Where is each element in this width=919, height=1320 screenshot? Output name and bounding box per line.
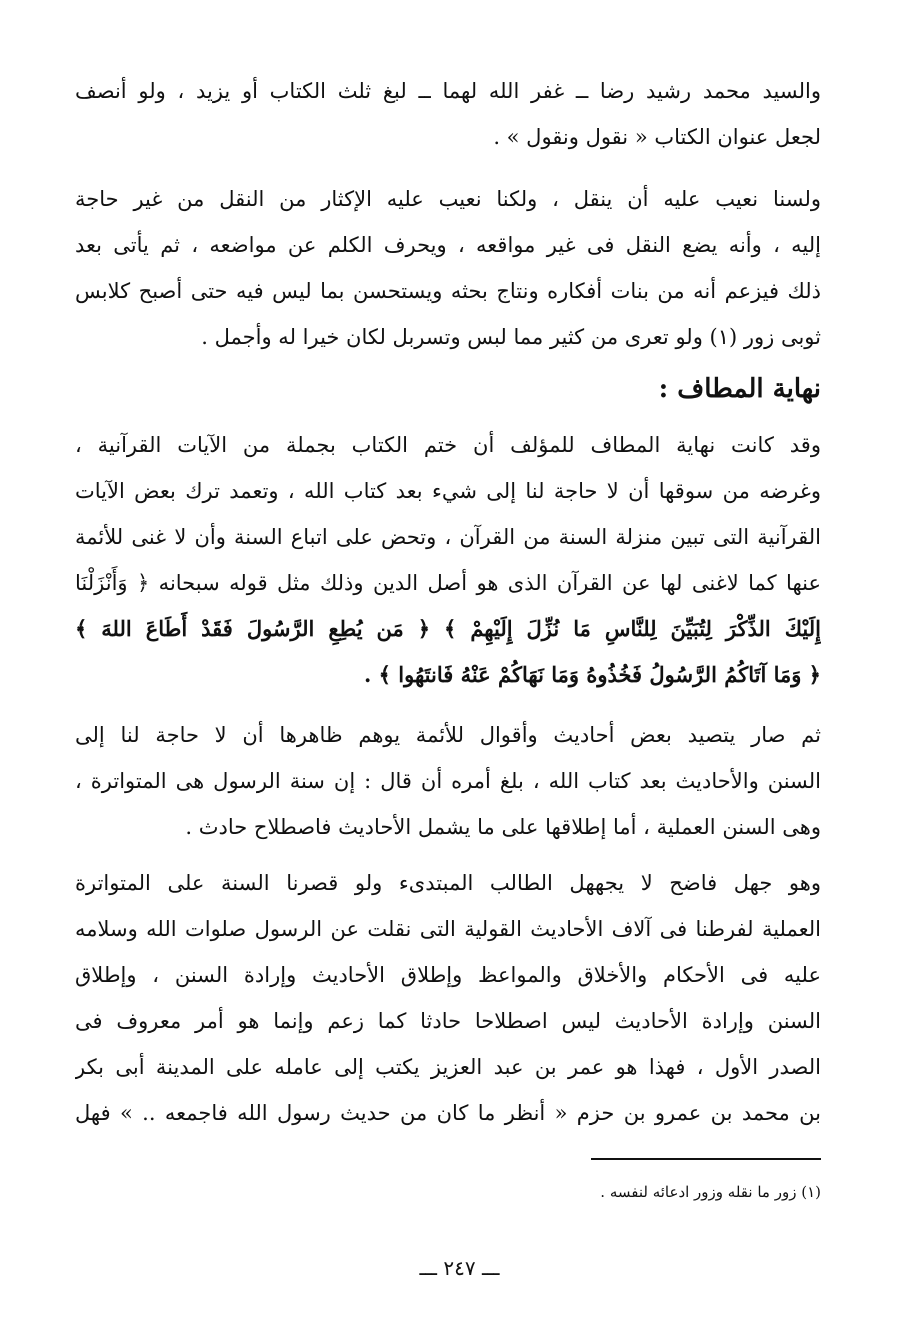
- paragraph-3: [75, 422, 821, 698]
- footnote: (١) زور ما نقله وزور ادعائه لنفسه .: [600, 1183, 821, 1201]
- text-line: والسيد محمد رشيد رضا ــ غفر الله لهما ــ لبغ ثلث الكتاب أو يزيد ، ولو أنصف: [75, 79, 821, 103]
- text-line: القرآنية التى تبين منزلة السنة من القرآن ، وتحض على اتباع السنة وأن لا غنى للأئمة: [75, 525, 821, 549]
- text-line: عنها كما لاغنى لها عن القرآن الذى هو أصل الدين وذلك مثل قوله سبحانه ﴿ وَأَنْزَلْنَا: [75, 571, 821, 595]
- footnote-divider: [591, 1158, 821, 1160]
- text-line: السنن وإرادة الأحاديث ليس اصطلاحا حادثا كما زعم وإنما هو أمر معروف فى: [75, 1009, 821, 1033]
- text-line: وغرضه من سوقها أن لا حاجة لنا إلى شيء بعد كتاب الله ، وتعمد ترك بعض الآيات: [75, 479, 821, 503]
- text-line: العملية لفرطنا فى آلاف الأحاديث القولية التى نقلت عن الرسول صلوات الله وسلامه: [75, 917, 821, 941]
- quran-verse-line: إِلَيْكَ الذِّكْرَ لِتُبَيِّنَ لِلنَّاسِ مَا نُزِّلَ إِلَيْهِمْ ﴾ ﴿ مَن يُطِعِ الرَّسُولَ فَقَدْ أَطَاعَ اللهَ ﴾: [75, 616, 821, 641]
- text-line: عليه فى الأحكام والأخلاق والمواعظ وإطلاق الأحاديث وإرادة السنن ، وإطلاق: [75, 963, 821, 987]
- quran-verse-line: ﴿ وَمَا آتَاكُمُ الرَّسُولُ فَخُذُوهُ وَمَا نَهَاكُمْ عَنْهُ فَانتَهُوا ﴾ .: [364, 662, 821, 687]
- text-line: وهو جهل فاضح لا يجههل الطالب المبتدىء ولو قصرنا السنة على المتواترة: [75, 871, 821, 895]
- paragraph-5: [75, 860, 821, 1136]
- text-line: السنن والأحاديث بعد كتاب الله ، بلغ أمره أن قال : إن سنة الرسول هى المتواترة ،: [75, 769, 821, 793]
- paragraph-1: [75, 68, 821, 160]
- text-line: وقد كانت نهاية المطاف للمؤلف أن ختم الكتاب بجملة من الآيات القرآنية ،: [75, 433, 821, 457]
- text-line: لجعل عنوان الكتاب « نقول ونقول » .: [493, 125, 821, 149]
- section-heading: نهاية المطاف :: [658, 374, 821, 404]
- text-line: ولسنا نعيب عليه أن ينقل ، ولكنا نعيب عليه الإكثار من النقل من غير حاجة: [75, 187, 821, 211]
- text-line: ثوبى زور (١) ولو تعرى من كثير مما لبس وتسربل لكان خيرا له وأجمل .: [201, 325, 821, 349]
- paragraph-4: [75, 712, 821, 850]
- page-number: ـــ ٢٤٧ ـــ: [419, 1256, 500, 1280]
- text-line: ثم صار يتصيد بعض أحاديث وأقوال للأئمة يوهم ظاهرها أن لا حاجة لنا إلى: [75, 723, 821, 747]
- paragraph-2: [75, 176, 821, 360]
- text-line: بن محمد بن عمرو بن حزم « أنظر ما كان من حديث رسول الله فاجمعه .. » فهل: [75, 1101, 821, 1125]
- text-line: الصدر الأول ، فهذا هو عمر بن عبد العزيز يكتب إلى عامله على المدينة أبى بكر: [75, 1055, 821, 1079]
- text-line: ذلك فيزعم أنه من بنات أفكاره ونتاج بحثه ويستحسن بما ليس فيه حتى أصبح كلابس: [75, 279, 821, 303]
- text-line: وهى السنن العملية ، أما إطلاقها على ما يشمل الأحاديث فاصطلاح حادث .: [185, 815, 821, 839]
- text-line: إليه ، وأنه يضع النقل فى غير مواقعه ، ويحرف الكلم عن مواضعه ، ثم يأتى بعد: [75, 233, 821, 257]
